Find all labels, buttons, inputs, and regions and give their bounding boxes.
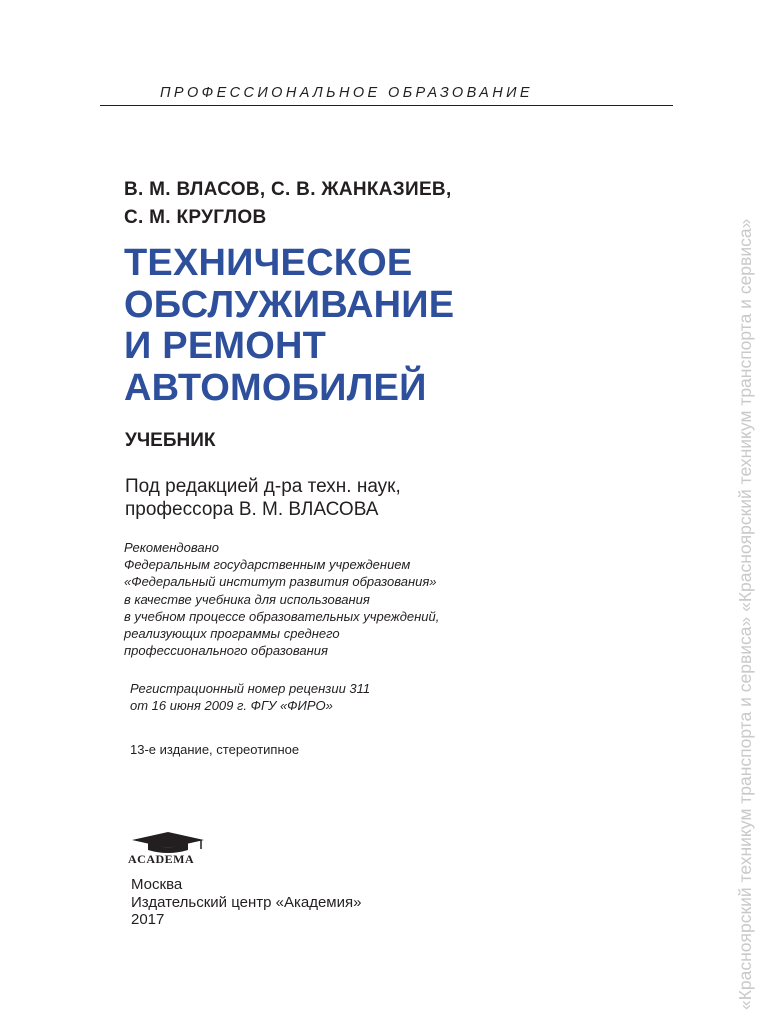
- publisher-year: 2017: [131, 911, 165, 928]
- edition-info: 13-е издание, стереотипное: [130, 742, 300, 757]
- publisher-name: Издательский центр «Академия»: [131, 893, 362, 911]
- authors-line: С. М. КРУГЛОВ: [124, 207, 267, 228]
- title-line: АВТОМОБИЛЕЙ: [124, 366, 427, 409]
- recommendation-line: Рекомендовано: [124, 540, 219, 555]
- registration-line: от 16 июня 2009 г. ФГУ «ФИРО»: [130, 698, 333, 713]
- registration-line: Регистрационный номер рецензии 311: [130, 681, 371, 696]
- recommendation-line: в качестве учебника для использования: [124, 591, 370, 607]
- recommendation-line: реализующих программы среднего: [124, 626, 340, 642]
- editor-note: [125, 475, 401, 521]
- publisher-logo: [128, 830, 218, 870]
- authors: [124, 176, 452, 232]
- title-line: ТЕХНИЧЕСКОЕ: [124, 242, 413, 284]
- title-line: ОБСЛУЖИВАНИЕ: [124, 283, 455, 326]
- logo-wordmark: ACADEMA: [128, 852, 195, 866]
- authors-line: В. М. ВЛАСОВ, С. В. ЖАНКАЗИЕВ,: [124, 179, 452, 200]
- watermark: «Красноярский техникум транспорта и сервиса» «Красноярский техникум транспорта и сервиса»: [735, 218, 755, 1010]
- title-line: И РЕМОНТ: [124, 325, 327, 367]
- registration-info: [130, 680, 370, 714]
- series-name: ПРОФЕССИОНАЛЬНОЕ ОБРАЗОВАНИЕ: [160, 85, 533, 101]
- editor-line: профессора В. М. ВЛАСОВА: [125, 499, 379, 520]
- recommendation-block: [124, 539, 439, 659]
- book-title: [124, 243, 454, 409]
- recommendation-line: в учебном процессе образовательных учреждений,: [124, 608, 440, 624]
- document-type: УЧЕБНИК: [125, 430, 216, 451]
- recommendation-line: «Федеральный институт развития образования»: [124, 574, 437, 590]
- header-rule: [100, 105, 673, 106]
- recommendation-line: Федеральным государственным учреждением: [124, 557, 411, 573]
- recommendation-line: профессионального образования: [124, 643, 328, 659]
- mortarboard-icon: [128, 830, 208, 854]
- editor-line: Под редакцией д-ра техн. наук,: [125, 476, 401, 497]
- publisher-info: [131, 876, 361, 929]
- publisher-city: Москва: [131, 876, 183, 893]
